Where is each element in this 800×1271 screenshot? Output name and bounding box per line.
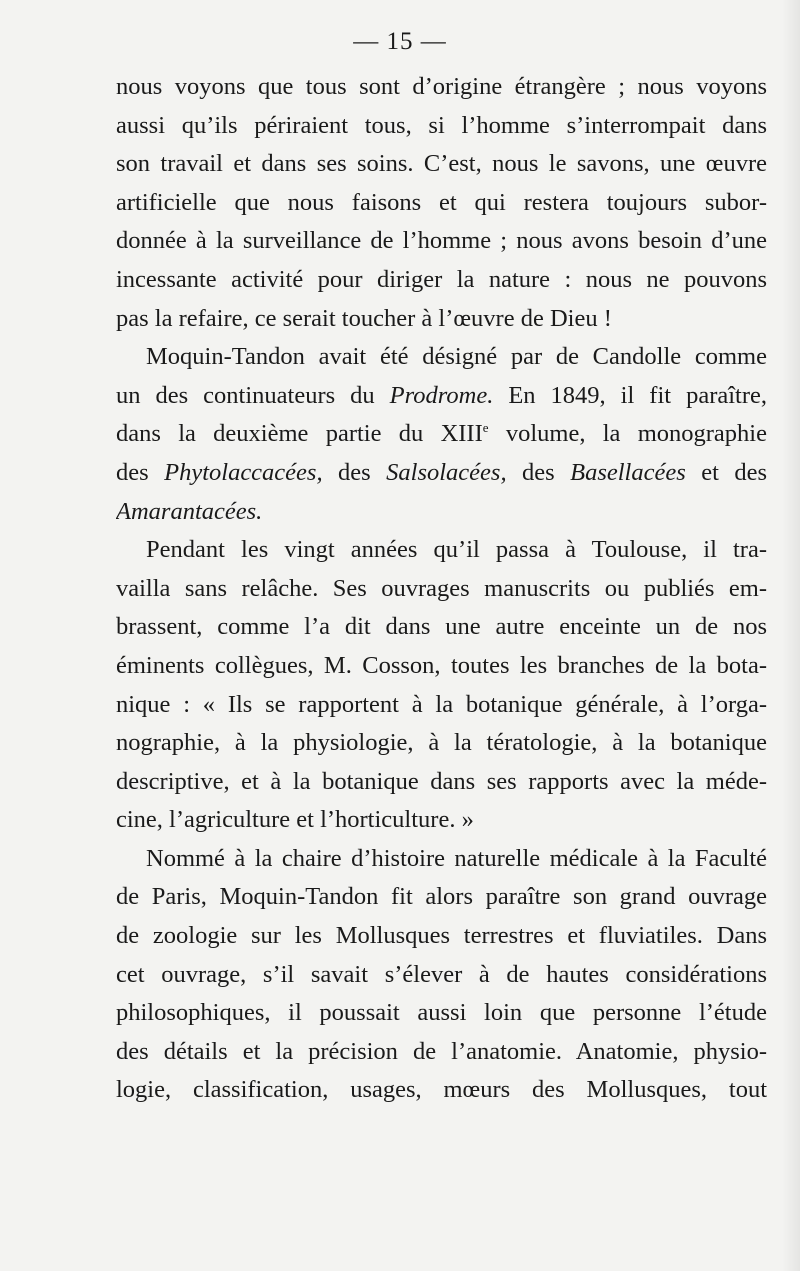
text-line: donnée à la surveillance de l’homme ; nous avons besoin d’une [116, 227, 767, 255]
superscript: e [482, 420, 489, 436]
text-line [116, 377, 767, 416]
text-line [116, 493, 767, 532]
text-line [116, 415, 767, 454]
text-line: des détails et la précision de l’anatomie. Anatomie, physio- [116, 1037, 767, 1065]
italic-family-name: Phytolaccacées, [164, 458, 323, 486]
text-run: dans la deuxième partie du XIII [116, 420, 483, 448]
text-line: de zoologie sur les Mollusques terrestres et fluviatiles. Dans [116, 922, 767, 950]
text-run: des [322, 458, 387, 486]
text-line: son travail et dans ses soins. C’est, nous le savons, une œuvre [116, 150, 767, 178]
text-line: logie, classification, usages, mœurs des Mollusques, tout [116, 1076, 767, 1104]
text-line: vailla sans relâche. Ses ouvrages manuscrits ou publiés em- [116, 574, 767, 602]
italic-family-name: Amarantacées. [116, 497, 263, 525]
text-run: En 1849, il fit paraître, [493, 381, 767, 409]
text-line: nous voyons que tous sont d’origine étrangère ; nous voyons [116, 73, 767, 100]
text-line: artificielle que nous faisons et qui restera toujours subor- [116, 188, 767, 216]
text-run: et des [685, 458, 767, 486]
text-line: Nommé à la chaire d’histoire naturelle médicale à la Faculté [146, 844, 767, 872]
text-line: Moquin-Tandon avait été désigné par de Candolle comme [146, 343, 767, 371]
italic-family-name: Salsolacées, [386, 458, 507, 486]
page-edge-shadow [782, 0, 800, 1271]
italic-family-name: Basellacées [570, 458, 686, 486]
text-line: de Paris, Moquin-Tandon fit alors paraître son grand ouvrage [116, 883, 767, 911]
text-run: un des continuateurs du [116, 381, 390, 409]
text-run: des [506, 458, 571, 486]
text-line: incessante activité pour diriger la nature : nous ne pouvons [116, 265, 767, 293]
text-run: des [116, 458, 165, 486]
text-line: aussi qu’ils périraient tous, si l’homme s’interrompait dans [116, 111, 767, 139]
text-line: brassent, comme l’a dit dans une autre enceinte un de nos [116, 613, 767, 641]
text-line: cine, l’agriculture et l’horticulture. » [116, 806, 474, 834]
text-line [116, 454, 767, 493]
text-line: pas la refaire, ce serait toucher à l’œuvre de Dieu ! [116, 304, 612, 332]
text-line: philosophiques, il poussait aussi loin que personne l’étude [116, 999, 767, 1027]
text-line: éminents collègues, M. Cosson, toutes les branches de la bota- [116, 651, 767, 679]
text-line: Pendant les vingt années qu’il passa à Toulouse, il tra- [146, 536, 767, 564]
text-run: volume, la monographie [488, 420, 767, 448]
italic-title: Prodrome. [389, 381, 494, 409]
text-line: nique : « Ils se rapportent à la botanique générale, à l’orga- [116, 690, 767, 718]
text-line: cet ouvrage, s’il savait s’élever à de hautes considérations [116, 960, 767, 988]
page-number: — 15 — [353, 28, 447, 55]
body-text [116, 68, 767, 1110]
text-line: nographie, à la physiologie, à la tératologie, à la botanique [116, 729, 767, 757]
text-line: descriptive, et à la botanique dans ses rapports avec la méde- [116, 767, 767, 795]
